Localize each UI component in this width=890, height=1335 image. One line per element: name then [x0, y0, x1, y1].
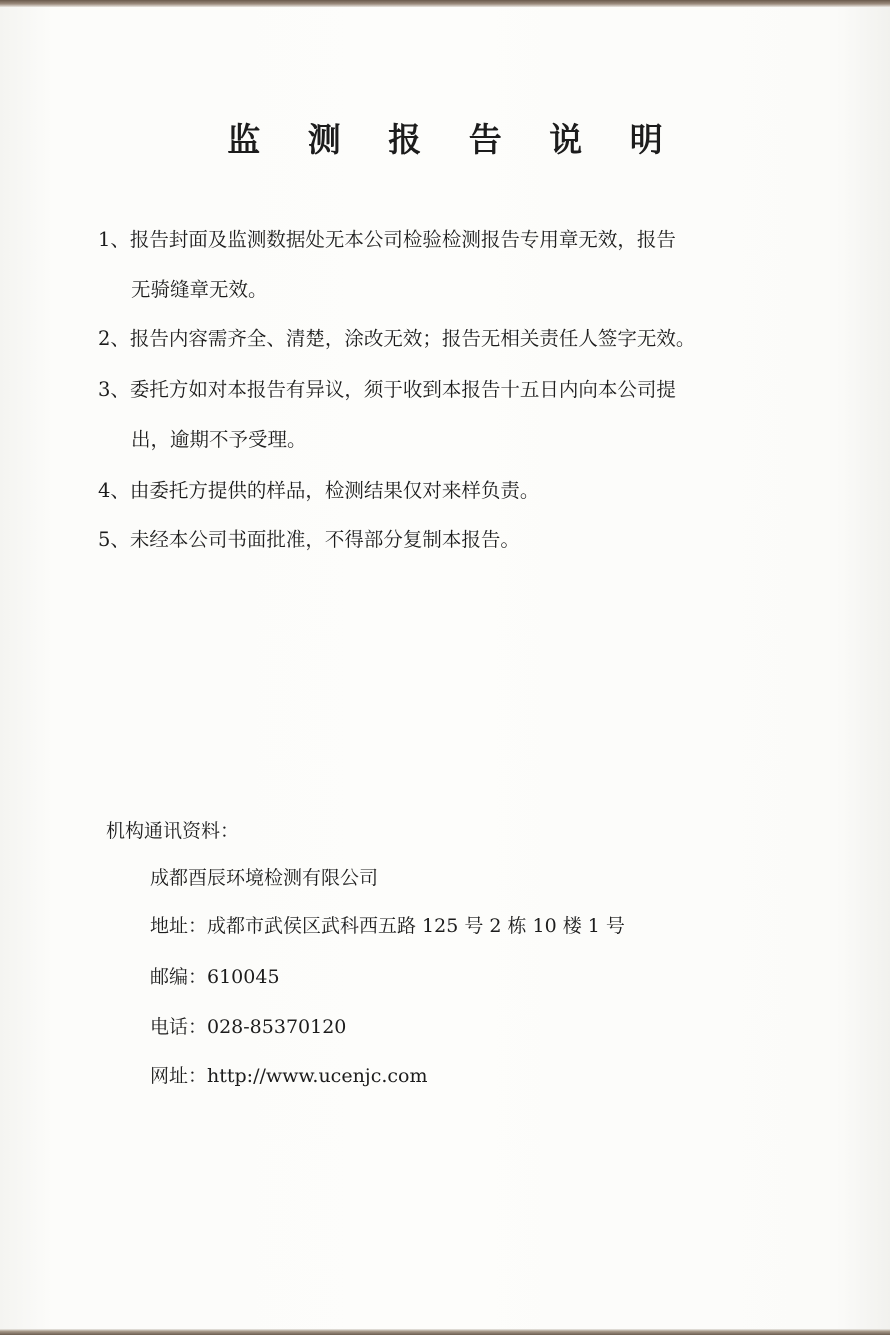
note-4: 4、由委托方提供的样品，检测结果仅对来样负责。: [98, 479, 540, 502]
page-bottom-edge: [0, 1329, 890, 1335]
note-2: 2、报告内容需齐全、清楚，涂改无效；报告无相关责任人签字无效。: [98, 327, 696, 350]
note-1-line-1: 1、报告封面及监测数据处无本公司检验检测报告专用章无效，报告: [98, 228, 676, 251]
contact-heading: 机构通讯资料：: [106, 820, 240, 842]
note-5: 5、未经本公司书面批准，不得部分复制本报告。: [98, 528, 520, 551]
note-3-line-2: 出，逾期不予受理。: [131, 428, 307, 451]
document-title: 监 测 报 告 说 明: [227, 120, 681, 159]
contact-address: 地址：成都市武侯区武科西五路 125 号 2 栋 10 楼 1 号: [150, 915, 625, 937]
contact-website: 网址：http://www.ucenjc.com: [150, 1065, 428, 1087]
page-top-edge: [0, 0, 890, 7]
note-1-line-2: 无骑缝章无效。: [131, 278, 268, 301]
contact-company: 成都酉辰环境检测有限公司: [150, 867, 379, 889]
note-3-line-1: 3、委托方如对本报告有异议，须于收到本报告十五日内向本公司提: [98, 378, 676, 401]
contact-postcode: 邮编：610045: [150, 966, 280, 988]
contact-phone: 电话：028-85370120: [150, 1016, 347, 1038]
